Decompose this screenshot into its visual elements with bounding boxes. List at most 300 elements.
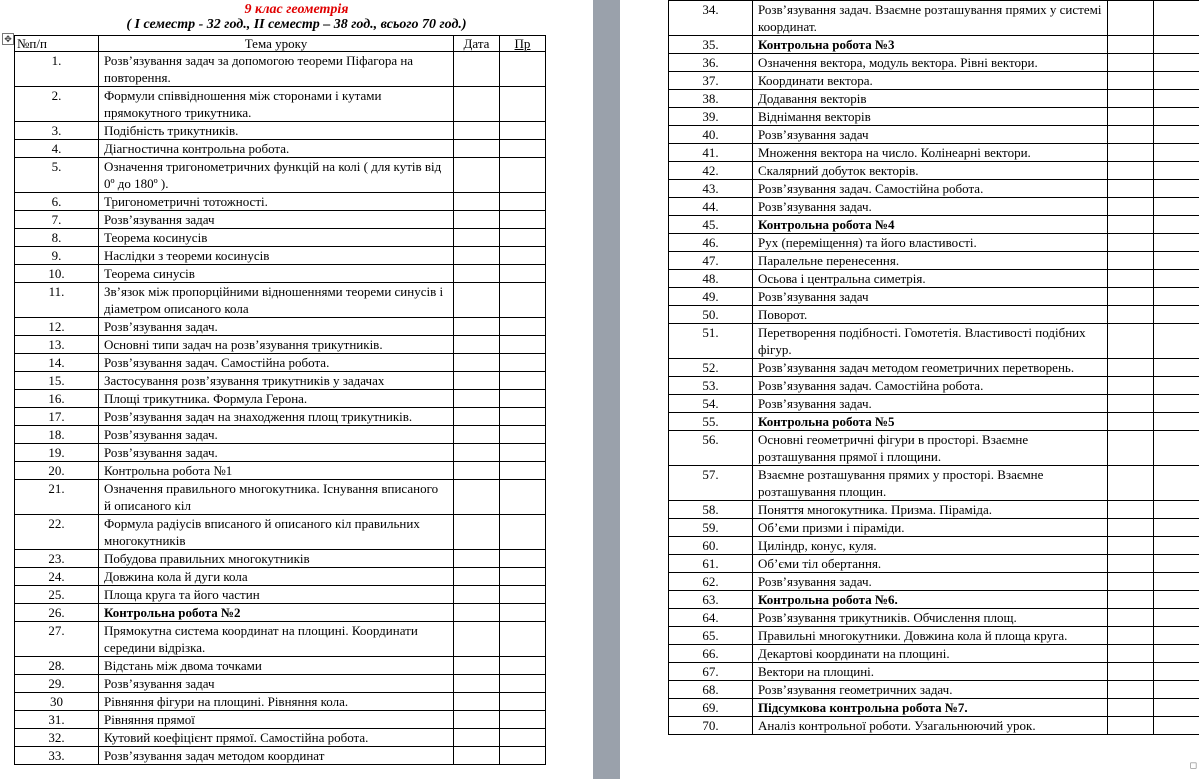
row-note-cell[interactable]: [500, 657, 546, 675]
row-note-cell[interactable]: [1154, 501, 1199, 519]
row-topic[interactable]: Вектори на площині.: [753, 663, 1108, 681]
row-number[interactable]: 42.: [669, 162, 753, 180]
row-number[interactable]: 57.: [669, 466, 753, 501]
row-note-cell[interactable]: [500, 586, 546, 604]
row-date-cell[interactable]: [454, 462, 500, 480]
row-date-cell[interactable]: [454, 480, 500, 515]
row-date-cell[interactable]: [454, 711, 500, 729]
row-date-cell[interactable]: [454, 586, 500, 604]
row-topic[interactable]: Означення тригонометричних функцій на колі ( для кутів від 0º до 180º ).: [99, 158, 454, 193]
table-row: [15, 622, 546, 657]
table-row: [15, 568, 546, 586]
row-note-cell[interactable]: [500, 87, 546, 122]
table-resize-icon[interactable]: ◻: [1189, 760, 1197, 770]
row-note-cell[interactable]: [1154, 395, 1199, 413]
row-note-cell[interactable]: [500, 318, 546, 336]
row-note-cell[interactable]: [1154, 270, 1199, 288]
row-number[interactable]: 56.: [669, 431, 753, 466]
row-number[interactable]: 54.: [669, 395, 753, 413]
row-topic[interactable]: Взаємне розташування прямих у просторі. Взаємне розташування площин.: [753, 466, 1108, 501]
row-number[interactable]: 22.: [15, 515, 99, 550]
row-topic[interactable]: Скалярний добуток векторів.: [753, 162, 1108, 180]
row-number[interactable]: 35.: [669, 36, 753, 54]
row-number[interactable]: 53.: [669, 377, 753, 395]
row-topic[interactable]: Розв’язування задач.: [753, 395, 1108, 413]
table-row: [15, 675, 546, 693]
row-topic[interactable]: Формули співвідношення між сторонами і кутами прямокутного трикутника.: [99, 87, 454, 122]
row-note-cell[interactable]: [500, 211, 546, 229]
table-row: [669, 519, 1199, 537]
row-topic[interactable]: Додавання векторів: [753, 90, 1108, 108]
row-number[interactable]: 44.: [669, 198, 753, 216]
row-topic[interactable]: Множення вектора на число. Колінеарні вектори.: [753, 144, 1108, 162]
row-number[interactable]: 37.: [669, 72, 753, 90]
row-date-cell[interactable]: [1108, 90, 1154, 108]
row-number[interactable]: 39.: [669, 108, 753, 126]
row-date-cell[interactable]: [1108, 54, 1154, 72]
row-topic[interactable]: Розв’язування геометричних задач.: [753, 681, 1108, 699]
row-topic[interactable]: Розв’язування задач.: [753, 198, 1108, 216]
row-topic[interactable]: Розв’язування задач.: [99, 426, 454, 444]
row-number[interactable]: 67.: [669, 663, 753, 681]
row-topic[interactable]: Розв’язування задач.: [99, 444, 454, 462]
row-date-cell[interactable]: [454, 229, 500, 247]
row-date-cell[interactable]: [1108, 359, 1154, 377]
row-number[interactable]: 31.: [15, 711, 99, 729]
row-number[interactable]: 60.: [669, 537, 753, 555]
table-row: [15, 550, 546, 568]
row-date-cell[interactable]: [454, 247, 500, 265]
row-number[interactable]: 61.: [669, 555, 753, 573]
row-date-cell[interactable]: [1108, 72, 1154, 90]
row-number[interactable]: 65.: [669, 627, 753, 645]
row-number[interactable]: 29.: [15, 675, 99, 693]
row-topic[interactable]: Теорема синусів: [99, 265, 454, 283]
row-note-cell[interactable]: [500, 444, 546, 462]
row-note-cell[interactable]: [1154, 180, 1199, 198]
row-topic[interactable]: Площі трикутника. Формула Герона.: [99, 390, 454, 408]
row-date-cell[interactable]: [454, 122, 500, 140]
row-number[interactable]: 1.: [15, 52, 99, 87]
row-note-cell[interactable]: [1154, 90, 1199, 108]
row-topic[interactable]: Контрольна робота №1: [99, 462, 454, 480]
row-note-cell[interactable]: [500, 462, 546, 480]
row-note-cell[interactable]: [500, 408, 546, 426]
row-topic[interactable]: Прямокутна система координат на площині. Координати середини відрізка.: [99, 622, 454, 657]
table-row: [15, 211, 546, 229]
table-row: [15, 193, 546, 211]
row-date-cell[interactable]: [1108, 324, 1154, 359]
row-topic[interactable]: Рівняння фігури на площині. Рівняння кола.: [99, 693, 454, 711]
row-number[interactable]: 63.: [669, 591, 753, 609]
row-number[interactable]: 15.: [15, 372, 99, 390]
row-note-cell[interactable]: [500, 193, 546, 211]
row-note-cell[interactable]: [1154, 359, 1199, 377]
row-number[interactable]: 18.: [15, 426, 99, 444]
row-topic[interactable]: Розв’язування задач. Самостійна робота.: [99, 354, 454, 372]
row-note-cell[interactable]: [1154, 216, 1199, 234]
row-topic[interactable]: Перетворення подібності. Гомотетія. Властивості подібних фігур.: [753, 324, 1108, 359]
row-topic[interactable]: Поняття многокутника. Призма. Піраміда.: [753, 501, 1108, 519]
row-note-cell[interactable]: [1154, 108, 1199, 126]
row-topic[interactable]: Контрольна робота №6.: [753, 591, 1108, 609]
row-date-cell[interactable]: [454, 675, 500, 693]
row-topic[interactable]: Розв’язування задач. Самостійна робота.: [753, 180, 1108, 198]
row-number[interactable]: 9.: [15, 247, 99, 265]
row-note-cell[interactable]: [1154, 288, 1199, 306]
row-date-cell[interactable]: [454, 283, 500, 318]
row-date-cell[interactable]: [1108, 573, 1154, 591]
row-number[interactable]: 47.: [669, 252, 753, 270]
row-number[interactable]: 50.: [669, 306, 753, 324]
row-topic[interactable]: Контрольна робота №4: [753, 216, 1108, 234]
row-date-cell[interactable]: [1108, 591, 1154, 609]
row-number[interactable]: 28.: [15, 657, 99, 675]
row-date-cell[interactable]: [454, 729, 500, 747]
row-number[interactable]: 34.: [669, 1, 753, 36]
row-topic[interactable]: Декартові координати на площині.: [753, 645, 1108, 663]
row-note-cell[interactable]: [500, 675, 546, 693]
row-number[interactable]: 69.: [669, 699, 753, 717]
row-note-cell[interactable]: [1154, 377, 1199, 395]
row-number[interactable]: 27.: [15, 622, 99, 657]
row-topic[interactable]: Основні геометричні фігури в просторі. Взаємне розташування прямої і площини.: [753, 431, 1108, 466]
row-date-cell[interactable]: [454, 426, 500, 444]
row-date-cell[interactable]: [454, 622, 500, 657]
row-topic[interactable]: Рух (переміщення) та його властивості.: [753, 234, 1108, 252]
row-number[interactable]: 13.: [15, 336, 99, 354]
row-topic[interactable]: Осьова і центральна симетрія.: [753, 270, 1108, 288]
row-topic[interactable]: Застосування розв’язування трикутників у задачах: [99, 372, 454, 390]
row-date-cell[interactable]: [454, 693, 500, 711]
row-note-cell[interactable]: [1154, 519, 1199, 537]
row-number[interactable]: 3.: [15, 122, 99, 140]
row-note-cell[interactable]: [1154, 36, 1199, 54]
row-note-cell[interactable]: [500, 52, 546, 87]
row-date-cell[interactable]: [1108, 645, 1154, 663]
row-note-cell[interactable]: [1154, 198, 1199, 216]
row-number[interactable]: 14.: [15, 354, 99, 372]
row-date-cell[interactable]: [1108, 126, 1154, 144]
row-topic[interactable]: Віднімання векторів: [753, 108, 1108, 126]
row-note-cell[interactable]: [1154, 555, 1199, 573]
row-number[interactable]: 6.: [15, 193, 99, 211]
row-date-cell[interactable]: [454, 318, 500, 336]
row-note-cell[interactable]: [1154, 537, 1199, 555]
row-topic[interactable]: Подібність трикутників.: [99, 122, 454, 140]
row-date-cell[interactable]: [1108, 144, 1154, 162]
row-number[interactable]: 70.: [669, 717, 753, 735]
row-number[interactable]: 43.: [669, 180, 753, 198]
row-topic[interactable]: Циліндр, конус, куля.: [753, 537, 1108, 555]
row-note-cell[interactable]: [1154, 324, 1199, 359]
row-date-cell[interactable]: [1108, 519, 1154, 537]
row-note-cell[interactable]: [500, 729, 546, 747]
row-date-cell[interactable]: [454, 515, 500, 550]
row-topic[interactable]: Розв’язування задач методом геометричних перетворень.: [753, 359, 1108, 377]
row-date-cell[interactable]: [1108, 234, 1154, 252]
row-topic[interactable]: Розв’язування задач.: [99, 318, 454, 336]
row-note-cell[interactable]: [1154, 54, 1199, 72]
table-row: [669, 162, 1199, 180]
row-topic[interactable]: Розв’язування задач: [753, 288, 1108, 306]
table-row: [15, 462, 546, 480]
row-number[interactable]: 25.: [15, 586, 99, 604]
row-date-cell[interactable]: [1108, 108, 1154, 126]
row-topic[interactable]: Контрольна робота №5: [753, 413, 1108, 431]
row-note-cell[interactable]: [1154, 162, 1199, 180]
row-date-cell[interactable]: [454, 657, 500, 675]
row-number[interactable]: 41.: [669, 144, 753, 162]
row-note-cell[interactable]: [1154, 252, 1199, 270]
header-num: №п/п: [15, 36, 99, 52]
row-date-cell[interactable]: [1108, 537, 1154, 555]
row-date-cell[interactable]: [1108, 270, 1154, 288]
row-number[interactable]: 51.: [669, 324, 753, 359]
row-number[interactable]: 66.: [669, 645, 753, 663]
row-note-cell[interactable]: [500, 229, 546, 247]
row-note-cell[interactable]: [500, 372, 546, 390]
row-number[interactable]: 32.: [15, 729, 99, 747]
row-note-cell[interactable]: [500, 354, 546, 372]
row-topic[interactable]: Розв’язування задач. Взаємне розташування прямих у системі координат.: [753, 1, 1108, 36]
row-date-cell[interactable]: [454, 390, 500, 408]
row-date-cell[interactable]: [1108, 466, 1154, 501]
row-number[interactable]: 17.: [15, 408, 99, 426]
row-number[interactable]: 11.: [15, 283, 99, 318]
row-note-cell[interactable]: [500, 604, 546, 622]
row-date-cell[interactable]: [454, 550, 500, 568]
row-date-cell[interactable]: [1108, 198, 1154, 216]
row-number[interactable]: 62.: [669, 573, 753, 591]
row-date-cell[interactable]: [1108, 609, 1154, 627]
row-date-cell[interactable]: [1108, 395, 1154, 413]
row-topic[interactable]: Кутовий коефіцієнт прямої. Самостійна робота.: [99, 729, 454, 747]
table-row: [15, 336, 546, 354]
row-note-cell[interactable]: [500, 711, 546, 729]
row-topic[interactable]: Означення правильного многокутника. Існування вписаного й описаного кіл: [99, 480, 454, 515]
row-number[interactable]: 8.: [15, 229, 99, 247]
row-topic[interactable]: Контрольна робота №3: [753, 36, 1108, 54]
row-date-cell[interactable]: [454, 354, 500, 372]
row-date-cell[interactable]: [1108, 627, 1154, 645]
row-date-cell[interactable]: [1108, 717, 1154, 735]
row-number[interactable]: 16.: [15, 390, 99, 408]
row-note-cell[interactable]: [1154, 609, 1199, 627]
row-date-cell[interactable]: [454, 336, 500, 354]
row-number[interactable]: 40.: [669, 126, 753, 144]
row-topic[interactable]: Площа круга та його частин: [99, 586, 454, 604]
row-date-cell[interactable]: [454, 211, 500, 229]
table-row: [669, 573, 1199, 591]
row-number[interactable]: 59.: [669, 519, 753, 537]
row-topic[interactable]: Побудова правильних многокутників: [99, 550, 454, 568]
row-topic[interactable]: Паралельне перенесення.: [753, 252, 1108, 270]
row-date-cell[interactable]: [454, 568, 500, 586]
row-date-cell[interactable]: [1108, 288, 1154, 306]
row-note-cell[interactable]: [500, 550, 546, 568]
row-date-cell[interactable]: [454, 87, 500, 122]
row-date-cell[interactable]: [1108, 431, 1154, 466]
row-note-cell[interactable]: [500, 158, 546, 193]
row-topic[interactable]: Зв’язок між пропорційними відношеннями теореми синусів і діаметром описаного кола: [99, 283, 454, 318]
row-number[interactable]: 12.: [15, 318, 99, 336]
row-topic[interactable]: Розв’язування задач. Самостійна робота.: [753, 377, 1108, 395]
row-date-cell[interactable]: [454, 372, 500, 390]
row-number[interactable]: 21.: [15, 480, 99, 515]
row-number[interactable]: 20.: [15, 462, 99, 480]
row-number[interactable]: 19.: [15, 444, 99, 462]
row-date-cell[interactable]: [454, 604, 500, 622]
table-row: [669, 645, 1199, 663]
row-number[interactable]: 58.: [669, 501, 753, 519]
row-note-cell[interactable]: [1154, 72, 1199, 90]
row-topic[interactable]: Рівняння прямої: [99, 711, 454, 729]
row-number[interactable]: 7.: [15, 211, 99, 229]
row-topic[interactable]: Аналіз контрольної роботи. Узагальнюючий урок.: [753, 717, 1108, 735]
row-topic[interactable]: Правильні многокутники. Довжина кола й площа круга.: [753, 627, 1108, 645]
row-topic[interactable]: Довжина кола й дуги кола: [99, 568, 454, 586]
row-topic[interactable]: Поворот.: [753, 306, 1108, 324]
row-topic[interactable]: Контрольна робота №2: [99, 604, 454, 622]
row-topic[interactable]: Розв’язування задач.: [753, 573, 1108, 591]
row-date-cell[interactable]: [1108, 180, 1154, 198]
row-date-cell[interactable]: [454, 408, 500, 426]
row-number[interactable]: 30: [15, 693, 99, 711]
row-note-cell[interactable]: [500, 622, 546, 657]
row-number[interactable]: 5.: [15, 158, 99, 193]
row-date-cell[interactable]: [1108, 501, 1154, 519]
row-note-cell[interactable]: [1154, 306, 1199, 324]
row-date-cell[interactable]: [454, 52, 500, 87]
row-note-cell[interactable]: [500, 426, 546, 444]
row-note-cell[interactable]: [1154, 431, 1199, 466]
row-topic[interactable]: Розв’язування задач: [99, 675, 454, 693]
row-date-cell[interactable]: [454, 444, 500, 462]
row-date-cell[interactable]: [454, 747, 500, 765]
row-number[interactable]: 10.: [15, 265, 99, 283]
row-topic[interactable]: Теорема косинусів: [99, 229, 454, 247]
row-topic[interactable]: Розв’язування трикутників. Обчислення площ.: [753, 609, 1108, 627]
row-note-cell[interactable]: [1154, 144, 1199, 162]
row-topic[interactable]: Означення вектора, модуль вектора. Рівні вектори.: [753, 54, 1108, 72]
row-note-cell[interactable]: [500, 568, 546, 586]
row-number[interactable]: 36.: [669, 54, 753, 72]
row-number[interactable]: 48.: [669, 270, 753, 288]
row-note-cell[interactable]: [500, 390, 546, 408]
row-date-cell[interactable]: [1108, 216, 1154, 234]
row-note-cell[interactable]: [500, 122, 546, 140]
row-date-cell[interactable]: [1108, 252, 1154, 270]
row-topic[interactable]: Об’єми призми і піраміди.: [753, 519, 1108, 537]
row-topic[interactable]: Відстань між двома точками: [99, 657, 454, 675]
row-note-cell[interactable]: [500, 747, 546, 765]
table-row: [15, 408, 546, 426]
row-number[interactable]: 46.: [669, 234, 753, 252]
row-date-cell[interactable]: [1108, 1, 1154, 36]
row-note-cell[interactable]: [500, 693, 546, 711]
row-note-cell[interactable]: [1154, 681, 1199, 699]
table-row: [669, 359, 1199, 377]
row-number[interactable]: 64.: [669, 609, 753, 627]
row-topic[interactable]: Основні типи задач на розв’язування трикутників.: [99, 336, 454, 354]
row-number[interactable]: 45.: [669, 216, 753, 234]
row-topic[interactable]: Формула радіусів вписаного й описаного кіл правильних многокутників: [99, 515, 454, 550]
row-note-cell[interactable]: [500, 140, 546, 158]
row-note-cell[interactable]: [1154, 1, 1199, 36]
row-date-cell[interactable]: [454, 193, 500, 211]
row-note-cell[interactable]: [1154, 663, 1199, 681]
table-row: [669, 555, 1199, 573]
row-note-cell[interactable]: [1154, 466, 1199, 501]
row-number[interactable]: 2.: [15, 87, 99, 122]
row-note-cell[interactable]: [500, 480, 546, 515]
row-number[interactable]: 4.: [15, 140, 99, 158]
row-note-cell[interactable]: [1154, 413, 1199, 431]
row-topic[interactable]: Діагностична контрольна робота.: [99, 140, 454, 158]
row-topic[interactable]: Розв’язування задач на знаходження площ трикутників.: [99, 408, 454, 426]
row-topic[interactable]: Тригонометричні тотожності.: [99, 193, 454, 211]
row-date-cell[interactable]: [1108, 413, 1154, 431]
row-topic[interactable]: Наслідки з теореми косинусів: [99, 247, 454, 265]
row-note-cell[interactable]: [500, 515, 546, 550]
row-date-cell[interactable]: [1108, 663, 1154, 681]
row-number[interactable]: 26.: [15, 604, 99, 622]
row-topic[interactable]: Розв’язування задач за допомогою теореми Піфагора на повторення.: [99, 52, 454, 87]
row-topic[interactable]: Підсумкова контрольна робота №7.: [753, 699, 1108, 717]
row-date-cell[interactable]: [1108, 36, 1154, 54]
row-date-cell[interactable]: [1108, 306, 1154, 324]
table-move-handle-icon[interactable]: ✥: [2, 33, 14, 45]
row-number[interactable]: 52.: [669, 359, 753, 377]
row-date-cell[interactable]: [1108, 377, 1154, 395]
row-number[interactable]: 33.: [15, 747, 99, 765]
row-topic[interactable]: Об’єми тіл обертання.: [753, 555, 1108, 573]
row-note-cell[interactable]: [1154, 645, 1199, 663]
row-note-cell[interactable]: [1154, 573, 1199, 591]
table-row: [669, 144, 1199, 162]
row-date-cell[interactable]: [454, 265, 500, 283]
row-date-cell[interactable]: [1108, 681, 1154, 699]
row-note-cell[interactable]: [1154, 699, 1199, 717]
row-topic[interactable]: Розв’язування задач: [753, 126, 1108, 144]
row-note-cell[interactable]: [500, 247, 546, 265]
row-note-cell[interactable]: [1154, 627, 1199, 645]
row-number[interactable]: 24.: [15, 568, 99, 586]
row-topic[interactable]: Розв’язування задач: [99, 211, 454, 229]
row-note-cell[interactable]: [500, 283, 546, 318]
row-number[interactable]: 38.: [669, 90, 753, 108]
row-note-cell[interactable]: [500, 336, 546, 354]
row-number[interactable]: 55.: [669, 413, 753, 431]
row-date-cell[interactable]: [1108, 162, 1154, 180]
row-date-cell[interactable]: [454, 158, 500, 193]
row-note-cell[interactable]: [1154, 234, 1199, 252]
row-date-cell[interactable]: [1108, 699, 1154, 717]
row-date-cell[interactable]: [1108, 555, 1154, 573]
row-number[interactable]: 49.: [669, 288, 753, 306]
table-row: [669, 501, 1199, 519]
row-date-cell[interactable]: [454, 140, 500, 158]
row-note-cell[interactable]: [1154, 717, 1199, 735]
row-number[interactable]: 68.: [669, 681, 753, 699]
row-note-cell[interactable]: [1154, 591, 1199, 609]
row-note-cell[interactable]: [1154, 126, 1199, 144]
row-topic[interactable]: Розв’язування задач методом координат: [99, 747, 454, 765]
row-number[interactable]: 23.: [15, 550, 99, 568]
row-topic[interactable]: Координати вектора.: [753, 72, 1108, 90]
row-note-cell[interactable]: [500, 265, 546, 283]
